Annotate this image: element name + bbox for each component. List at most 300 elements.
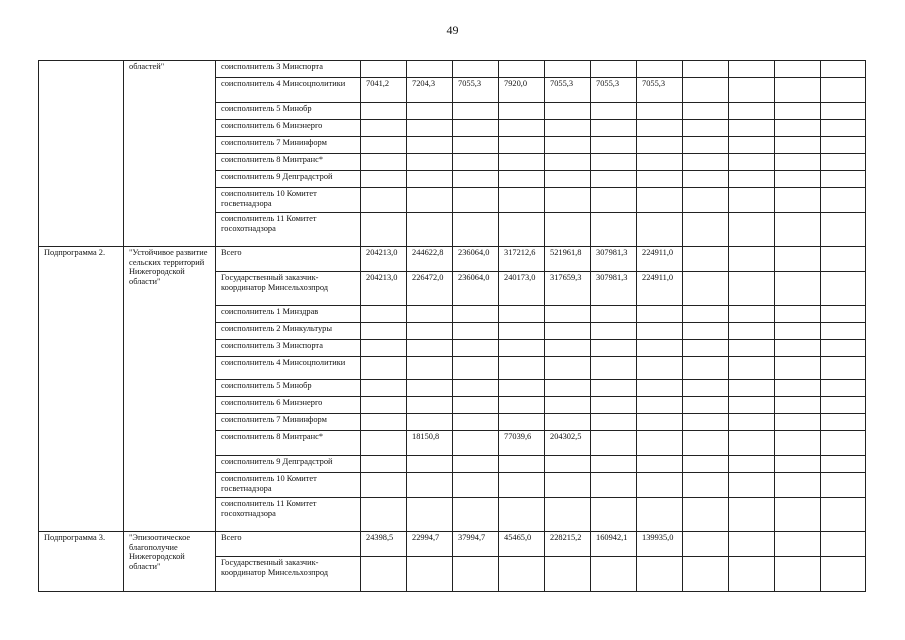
value-cell xyxy=(545,380,591,397)
value-cell xyxy=(591,557,637,592)
value-cell xyxy=(821,397,866,414)
value-cell xyxy=(499,154,545,171)
value-cell xyxy=(683,272,729,306)
value-cell xyxy=(775,154,821,171)
value-cell xyxy=(407,397,453,414)
value-cell xyxy=(499,213,545,247)
executor-cell: соисполнитель 5 Минобр xyxy=(216,380,361,397)
value-cell: 204213,0 xyxy=(361,272,407,306)
value-cell xyxy=(683,431,729,456)
value-cell xyxy=(591,323,637,340)
value-cell xyxy=(729,120,775,137)
executor-cell: соисполнитель 3 Минспорта xyxy=(216,340,361,357)
value-cell xyxy=(637,473,683,498)
value-cell xyxy=(453,61,499,78)
value-cell xyxy=(729,78,775,103)
value-cell xyxy=(453,414,499,431)
value-cell xyxy=(361,188,407,213)
value-cell xyxy=(729,272,775,306)
value-cell xyxy=(453,380,499,397)
value-cell xyxy=(407,340,453,357)
value-cell xyxy=(407,414,453,431)
subprogram-name: областей" xyxy=(124,61,216,247)
value-cell xyxy=(361,213,407,247)
executor-cell: соисполнитель 9 Депградстрой xyxy=(216,171,361,188)
value-cell xyxy=(407,557,453,592)
page-number: 49 xyxy=(446,23,459,37)
value-cell xyxy=(729,532,775,557)
value-cell xyxy=(729,306,775,323)
value-cell xyxy=(453,137,499,154)
value-cell xyxy=(453,306,499,323)
value-cell xyxy=(545,340,591,357)
subprogram-label xyxy=(39,61,124,247)
value-cell xyxy=(407,61,453,78)
executor-cell: соисполнитель 11 Комитет госохотнадзора xyxy=(216,213,361,247)
value-cell xyxy=(499,456,545,473)
value-cell xyxy=(637,103,683,120)
value-cell xyxy=(683,154,729,171)
value-cell xyxy=(591,61,637,78)
value-cell xyxy=(453,120,499,137)
value-cell xyxy=(821,188,866,213)
value-cell xyxy=(637,213,683,247)
value-cell xyxy=(453,357,499,380)
value-cell xyxy=(499,473,545,498)
value-cell: 7055,3 xyxy=(591,78,637,103)
value-cell xyxy=(821,120,866,137)
executor-cell: соисполнитель 3 Минспорта xyxy=(216,61,361,78)
value-cell xyxy=(821,103,866,120)
value-cell xyxy=(591,306,637,323)
value-cell xyxy=(499,357,545,380)
table-row xyxy=(39,61,866,78)
executor-cell: соисполнитель 4 Минсоцполитики xyxy=(216,357,361,380)
value-cell xyxy=(729,431,775,456)
value-cell xyxy=(637,414,683,431)
value-cell xyxy=(453,456,499,473)
value-cell xyxy=(545,498,591,532)
value-cell xyxy=(453,473,499,498)
value-cell: 240173,0 xyxy=(499,272,545,306)
value-cell: 7055,3 xyxy=(453,78,499,103)
value-cell xyxy=(453,323,499,340)
value-cell xyxy=(683,357,729,380)
value-cell xyxy=(729,498,775,532)
value-cell xyxy=(361,557,407,592)
value-cell: 244622,8 xyxy=(407,247,453,272)
value-cell xyxy=(545,154,591,171)
value-cell xyxy=(683,78,729,103)
executor-cell: соисполнитель 7 Мининформ xyxy=(216,414,361,431)
value-cell xyxy=(683,120,729,137)
subprogram-name: "Эпизоотическое благополучие Нижегородской области" xyxy=(124,532,216,592)
value-cell: 224911,0 xyxy=(637,272,683,306)
value-cell xyxy=(499,188,545,213)
value-cell xyxy=(361,323,407,340)
value-cell xyxy=(775,306,821,323)
value-cell xyxy=(361,154,407,171)
value-cell: 24398,5 xyxy=(361,532,407,557)
executor-cell: Всего xyxy=(216,532,361,557)
value-cell xyxy=(499,414,545,431)
value-cell xyxy=(683,498,729,532)
value-cell xyxy=(683,213,729,247)
value-cell: 236064,0 xyxy=(453,272,499,306)
value-cell: 160942,1 xyxy=(591,532,637,557)
executor-cell: соисполнитель 9 Депградстрой xyxy=(216,456,361,473)
value-cell xyxy=(821,61,866,78)
subprogram-label: Подпрограмма 3. xyxy=(39,532,124,592)
table-row xyxy=(39,247,866,272)
value-cell xyxy=(683,532,729,557)
value-cell xyxy=(683,414,729,431)
value-cell xyxy=(637,380,683,397)
value-cell xyxy=(361,137,407,154)
value-cell xyxy=(775,498,821,532)
value-cell xyxy=(637,306,683,323)
value-cell xyxy=(637,61,683,78)
value-cell xyxy=(591,380,637,397)
value-cell xyxy=(545,473,591,498)
value-cell xyxy=(821,557,866,592)
value-cell xyxy=(545,171,591,188)
value-cell xyxy=(407,380,453,397)
value-cell xyxy=(729,397,775,414)
value-cell xyxy=(407,137,453,154)
value-cell xyxy=(499,380,545,397)
value-cell xyxy=(729,247,775,272)
executor-cell: соисполнитель 6 Минэнерго xyxy=(216,397,361,414)
table-body xyxy=(39,61,866,592)
value-cell: 22994,7 xyxy=(407,532,453,557)
value-cell xyxy=(545,557,591,592)
value-cell xyxy=(729,323,775,340)
value-cell xyxy=(683,61,729,78)
value-cell xyxy=(637,498,683,532)
executor-cell: соисполнитель 8 Минтранс* xyxy=(216,431,361,456)
executor-cell: соисполнитель 10 Комитет госветнадзора xyxy=(216,473,361,498)
value-cell xyxy=(821,357,866,380)
value-cell xyxy=(775,473,821,498)
value-cell xyxy=(821,340,866,357)
value-cell xyxy=(361,171,407,188)
value-cell xyxy=(683,456,729,473)
value-cell xyxy=(775,188,821,213)
value-cell xyxy=(545,414,591,431)
value-cell xyxy=(637,557,683,592)
executor-cell: соисполнитель 2 Минкультуры xyxy=(216,323,361,340)
value-cell xyxy=(591,498,637,532)
table-row xyxy=(39,532,866,557)
value-cell xyxy=(591,397,637,414)
value-cell xyxy=(729,61,775,78)
value-cell xyxy=(545,120,591,137)
value-cell xyxy=(683,380,729,397)
value-cell xyxy=(775,340,821,357)
value-cell: 7041,2 xyxy=(361,78,407,103)
value-cell xyxy=(821,498,866,532)
value-cell xyxy=(637,456,683,473)
value-cell xyxy=(775,137,821,154)
value-cell xyxy=(407,103,453,120)
value-cell xyxy=(361,456,407,473)
value-cell xyxy=(361,397,407,414)
value-cell xyxy=(729,171,775,188)
value-cell xyxy=(499,557,545,592)
subprogram-name: "Устойчивое развитие сельских территорий Нижегородской области" xyxy=(124,247,216,532)
value-cell xyxy=(821,532,866,557)
value-cell xyxy=(407,120,453,137)
value-cell: 224911,0 xyxy=(637,247,683,272)
value-cell xyxy=(729,137,775,154)
value-cell xyxy=(545,323,591,340)
value-cell xyxy=(729,357,775,380)
value-cell xyxy=(775,272,821,306)
value-cell xyxy=(775,61,821,78)
value-cell xyxy=(729,456,775,473)
executor-cell: соисполнитель 11 Комитет госохотнадзора xyxy=(216,498,361,532)
value-cell xyxy=(407,357,453,380)
value-cell xyxy=(591,431,637,456)
value-cell xyxy=(775,532,821,557)
value-cell: 7204,3 xyxy=(407,78,453,103)
value-cell xyxy=(545,188,591,213)
value-cell xyxy=(821,414,866,431)
value-cell xyxy=(591,456,637,473)
value-cell xyxy=(545,103,591,120)
executor-cell: соисполнитель 10 Комитет госветнадзора xyxy=(216,188,361,213)
value-cell xyxy=(683,306,729,323)
value-cell xyxy=(361,306,407,323)
value-cell xyxy=(545,456,591,473)
value-cell xyxy=(821,431,866,456)
value-cell xyxy=(821,213,866,247)
executor-cell: соисполнитель 1 Минздрав xyxy=(216,306,361,323)
value-cell xyxy=(821,456,866,473)
value-cell xyxy=(637,340,683,357)
value-cell xyxy=(453,557,499,592)
value-cell: 317659,3 xyxy=(545,272,591,306)
value-cell: 204213,0 xyxy=(361,247,407,272)
value-cell xyxy=(453,103,499,120)
executor-cell: соисполнитель 6 Минэнерго xyxy=(216,120,361,137)
value-cell xyxy=(453,397,499,414)
value-cell: 139935,0 xyxy=(637,532,683,557)
value-cell xyxy=(775,247,821,272)
executor-cell: Государственный заказчик-координатор Минсельхозпрод xyxy=(216,272,361,306)
executor-cell: соисполнитель 5 Минобр xyxy=(216,103,361,120)
value-cell xyxy=(821,78,866,103)
value-cell xyxy=(729,557,775,592)
value-cell xyxy=(591,473,637,498)
value-cell xyxy=(499,340,545,357)
value-cell: 521961,8 xyxy=(545,247,591,272)
value-cell xyxy=(775,397,821,414)
value-cell xyxy=(591,340,637,357)
value-cell: 307981,3 xyxy=(591,272,637,306)
value-cell xyxy=(591,171,637,188)
value-cell xyxy=(499,137,545,154)
value-cell xyxy=(499,120,545,137)
value-cell xyxy=(545,306,591,323)
value-cell xyxy=(637,137,683,154)
value-cell xyxy=(453,340,499,357)
value-cell: 317212,6 xyxy=(499,247,545,272)
value-cell xyxy=(729,213,775,247)
value-cell: 226472,0 xyxy=(407,272,453,306)
value-cell xyxy=(821,473,866,498)
value-cell xyxy=(499,498,545,532)
value-cell: 228215,2 xyxy=(545,532,591,557)
value-cell xyxy=(775,323,821,340)
value-cell xyxy=(729,380,775,397)
value-cell xyxy=(775,213,821,247)
value-cell xyxy=(361,103,407,120)
value-cell xyxy=(821,323,866,340)
value-cell xyxy=(499,103,545,120)
value-cell xyxy=(775,431,821,456)
value-cell xyxy=(729,473,775,498)
value-cell xyxy=(821,247,866,272)
value-cell xyxy=(361,357,407,380)
value-cell xyxy=(683,171,729,188)
value-cell xyxy=(821,380,866,397)
executor-cell: Всего xyxy=(216,247,361,272)
value-cell: 236064,0 xyxy=(453,247,499,272)
value-cell xyxy=(407,306,453,323)
value-cell xyxy=(453,498,499,532)
value-cell xyxy=(775,103,821,120)
value-cell xyxy=(591,154,637,171)
value-cell xyxy=(591,188,637,213)
value-cell xyxy=(775,557,821,592)
value-cell xyxy=(545,137,591,154)
value-cell xyxy=(729,154,775,171)
value-cell xyxy=(499,323,545,340)
value-cell xyxy=(683,473,729,498)
value-cell xyxy=(637,120,683,137)
value-cell xyxy=(407,188,453,213)
value-cell xyxy=(407,213,453,247)
value-cell xyxy=(591,120,637,137)
value-cell xyxy=(453,431,499,456)
value-cell xyxy=(821,272,866,306)
value-cell xyxy=(775,456,821,473)
value-cell: 18150,8 xyxy=(407,431,453,456)
value-cell xyxy=(407,456,453,473)
value-cell: 45465,0 xyxy=(499,532,545,557)
value-cell xyxy=(407,473,453,498)
subprogram-label: Подпрограмма 2. xyxy=(39,247,124,532)
value-cell xyxy=(821,137,866,154)
value-cell xyxy=(361,380,407,397)
value-cell xyxy=(453,154,499,171)
value-cell xyxy=(407,171,453,188)
value-cell: 37994,7 xyxy=(453,532,499,557)
value-cell xyxy=(729,103,775,120)
value-cell xyxy=(637,171,683,188)
value-cell: 307981,3 xyxy=(591,247,637,272)
value-cell xyxy=(407,498,453,532)
value-cell xyxy=(453,213,499,247)
value-cell xyxy=(545,397,591,414)
value-cell xyxy=(683,340,729,357)
value-cell xyxy=(361,120,407,137)
value-cell xyxy=(683,323,729,340)
value-cell xyxy=(683,397,729,414)
value-cell: 7055,3 xyxy=(637,78,683,103)
value-cell xyxy=(637,357,683,380)
value-cell xyxy=(591,137,637,154)
value-cell xyxy=(821,154,866,171)
value-cell xyxy=(591,414,637,431)
value-cell xyxy=(591,103,637,120)
value-cell xyxy=(729,340,775,357)
value-cell xyxy=(499,61,545,78)
value-cell: 204302,5 xyxy=(545,431,591,456)
value-cell xyxy=(637,323,683,340)
value-cell xyxy=(499,397,545,414)
value-cell xyxy=(683,557,729,592)
executor-cell: соисполнитель 8 Минтранс* xyxy=(216,154,361,171)
value-cell xyxy=(637,154,683,171)
value-cell: 7055,3 xyxy=(545,78,591,103)
value-cell xyxy=(729,414,775,431)
executor-cell: соисполнитель 4 Минсоцполитики xyxy=(216,78,361,103)
value-cell xyxy=(591,213,637,247)
value-cell xyxy=(361,431,407,456)
value-cell xyxy=(545,357,591,380)
value-cell xyxy=(499,306,545,323)
value-cell xyxy=(361,498,407,532)
value-cell xyxy=(683,103,729,120)
budget-table xyxy=(38,60,866,592)
value-cell xyxy=(545,61,591,78)
value-cell xyxy=(545,213,591,247)
value-cell xyxy=(775,357,821,380)
value-cell xyxy=(361,414,407,431)
value-cell xyxy=(499,171,545,188)
value-cell xyxy=(821,171,866,188)
value-cell xyxy=(453,188,499,213)
value-cell xyxy=(683,188,729,213)
value-cell xyxy=(453,171,499,188)
executor-cell: Государственный заказчик-координатор Минсельхозпрод xyxy=(216,557,361,592)
value-cell xyxy=(683,137,729,154)
value-cell xyxy=(637,431,683,456)
value-cell xyxy=(775,120,821,137)
value-cell xyxy=(591,357,637,380)
value-cell xyxy=(407,154,453,171)
value-cell: 77039,6 xyxy=(499,431,545,456)
value-cell xyxy=(361,61,407,78)
value-cell xyxy=(775,78,821,103)
value-cell xyxy=(775,171,821,188)
value-cell: 7920,0 xyxy=(499,78,545,103)
value-cell xyxy=(775,380,821,397)
value-cell xyxy=(683,247,729,272)
value-cell xyxy=(821,306,866,323)
value-cell xyxy=(361,340,407,357)
value-cell xyxy=(361,473,407,498)
value-cell xyxy=(407,323,453,340)
value-cell xyxy=(637,188,683,213)
value-cell xyxy=(729,188,775,213)
value-cell xyxy=(637,397,683,414)
value-cell xyxy=(775,414,821,431)
executor-cell: соисполнитель 7 Мининформ xyxy=(216,137,361,154)
